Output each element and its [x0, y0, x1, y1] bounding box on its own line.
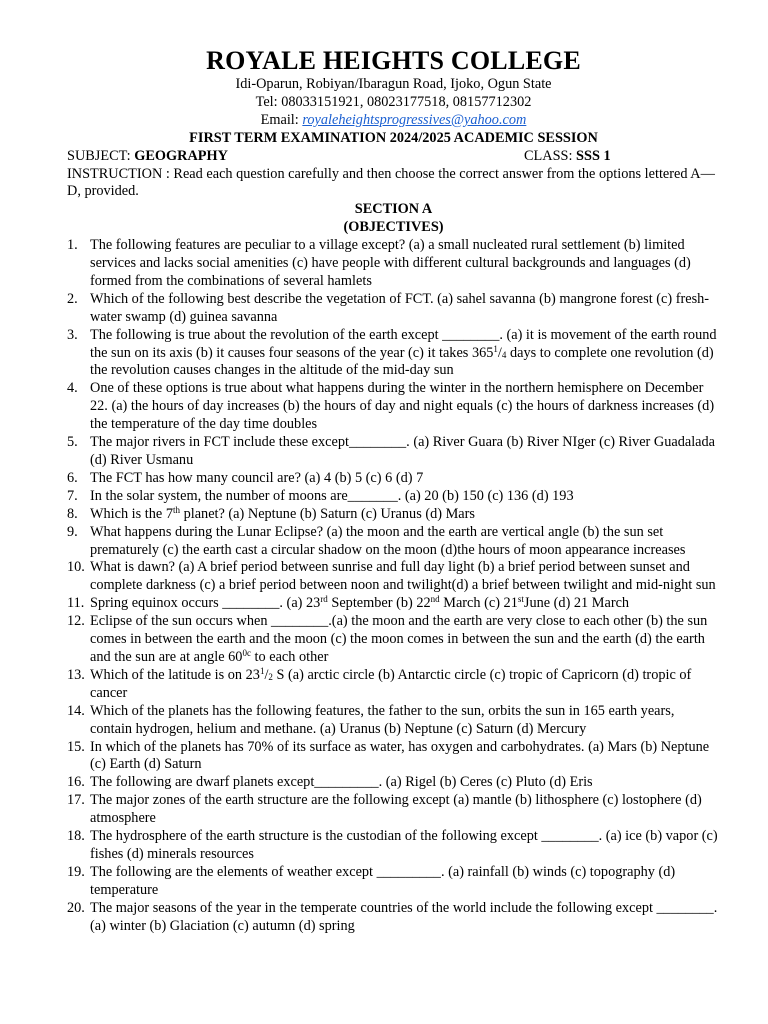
- question-item: [67, 506, 720, 524]
- class-field: [524, 148, 611, 166]
- text-run: September (b) 22: [327, 595, 431, 612]
- text-run: The major zones of the earth structure are the following except (a) mantle (b) lithosphere (c) lostophere (d) atmosphere: [90, 792, 702, 827]
- text-run: The following is true about the revolution of the earth except ________. (a) it is movement of the earth round the sun on its axis (b) it causes four seasons of the year (c) it takes 365: [90, 326, 717, 361]
- question-item: [67, 828, 720, 864]
- text-run: March (c) 21: [439, 595, 518, 612]
- text-run: Spring equinox occurs ________. (a) 23: [90, 595, 321, 612]
- text-run: The major seasons of the year in the temperate countries of the world include the following except ________. (a) winter (b) Glaciation (c) autumn (d) spring: [90, 899, 718, 934]
- question-list: [67, 237, 720, 935]
- section-subtitle: (OBJECTIVES): [343, 219, 444, 236]
- question-item: [67, 864, 720, 900]
- subscript: 4: [501, 349, 507, 360]
- school-address: Idi-Oparun, Robiyan/Ibaragun Road, Ijoko, Ogun State: [235, 76, 552, 92]
- question-item: [67, 900, 720, 936]
- question-text: [90, 595, 629, 611]
- text-run: June (d) 21 March: [523, 595, 630, 612]
- question-text: [90, 864, 675, 898]
- section-title: SECTION A: [354, 201, 433, 218]
- text-run: /: [264, 666, 269, 683]
- text-run: /: [497, 344, 502, 361]
- question-number: 3.: [67, 326, 78, 343]
- question-text: [90, 739, 709, 773]
- question-number: 8.: [67, 505, 78, 522]
- question-text: [90, 327, 717, 379]
- class-value: SSS 1: [576, 147, 611, 164]
- question-text: [90, 524, 685, 558]
- question-number: 5.: [67, 434, 78, 451]
- text-run: The major rivers in FCT include these except________. (a) River Guara (b) River NIger (c) River Guadalada (d) River Usmanu: [90, 434, 716, 469]
- question-number: 2.: [67, 290, 78, 307]
- question-item: [67, 327, 720, 381]
- text-run: Which of the following best describe the vegetation of FCT. (a) sahel savanna (b) mangrone forest (c) fresh-water swamp (d) guinea savanna: [90, 290, 710, 325]
- question-number: 20.: [67, 899, 85, 916]
- superscript: th: [172, 504, 180, 515]
- question-text: [90, 506, 475, 522]
- question-number: 4.: [67, 380, 78, 397]
- subject-class-line: [67, 148, 720, 166]
- superscript: nd: [430, 594, 440, 605]
- question-number: 17.: [67, 792, 85, 809]
- text-run: The hydrosphere of the earth structure is the custodian of the following except ________. (a) ice (b) vapor (c) fishes (d) minerals resources: [90, 828, 718, 862]
- text-run: S (a) arctic circle (b) Antarctic circle (c) tropic of Capricorn (d) tropic of cancer: [90, 666, 692, 701]
- text-run: planet? (a) Neptune (b) Saturn (c) Uranus (d) Mars: [180, 505, 475, 522]
- question-number: 19.: [67, 863, 85, 880]
- question-number: 7.: [67, 487, 78, 504]
- text-run: The following are dwarf planets except_________. (a) Rigel (b) Ceres (c) Pluto (d) Eris: [90, 774, 593, 791]
- question-number: 15.: [67, 738, 85, 755]
- question-item: [67, 237, 720, 291]
- text-run: One of these options is true about what happens during the winter in the northern hemisphere on December 22. (a) the hours of day increases (b) the hours of day and night equals (c) the hours of darkness increases (d) the temperature of the day time doubles: [90, 380, 715, 433]
- question-item: [67, 524, 720, 560]
- superscript: st: [517, 594, 524, 605]
- question-number: 12.: [67, 613, 85, 630]
- school-email-line: [67, 112, 720, 130]
- question-number: 13.: [67, 666, 85, 683]
- question-text: [90, 828, 718, 862]
- school-telephone: Tel: 08033151921, 08023177518, 08157712302: [255, 93, 532, 110]
- question-number: 10.: [67, 559, 85, 576]
- question-number: 9.: [67, 523, 78, 540]
- question-item: [67, 434, 720, 470]
- text-run: to each other: [250, 648, 329, 665]
- question-item: [67, 774, 720, 792]
- instruction: INSTRUCTION : Read each question carefully and then choose the correct answer from the options lettered A—D, provided.: [67, 165, 715, 200]
- text-run: In the solar system, the number of moons are_______. (a) 20 (b) 150 (c) 136 (d) 193: [90, 487, 574, 504]
- text-run: What happens during the Lunar Eclipse? (a) the moon and the earth are vertical angle (b) the sun set prematurely (c) the earth cast a circular shadow on the moon (d)the hours of moon appearance increases: [90, 523, 686, 558]
- text-run: Which of the latitude is on 23: [90, 666, 260, 683]
- question-item: [67, 703, 720, 739]
- question-item: [67, 380, 720, 434]
- question-item: [67, 595, 720, 613]
- text-run: In which of the planets has 70% of its surface as water, has oxygen and carbohydrates. (a) Mars (b) Neptune (c) Earth (d) Saturn: [90, 738, 710, 773]
- superscript: 1: [493, 343, 498, 354]
- question-text: [90, 488, 574, 504]
- subject-field: [67, 148, 228, 164]
- superscript: rd: [320, 594, 328, 605]
- class-label: CLASS:: [524, 147, 577, 164]
- text-run: Which of the planets has the following features, the father to the sun, orbits the sun in 165 earth years, contain hydrogen, helium and methane. (a) Uranus (b) Neptune (c) Saturn (d) Mercury: [90, 702, 675, 737]
- text-run: The following are the elements of weather except _________. (a) rainfall (b) winds (c) topography (d) temperature: [90, 863, 676, 898]
- question-item: [67, 667, 720, 703]
- email-link[interactable]: royaleheightsprogressives@yahoo.com: [302, 111, 527, 128]
- question-number: 18.: [67, 828, 85, 845]
- question-text: [90, 774, 593, 790]
- text-run: days to complete one revolution (d) the revolution causes changes in the altitude of the mid-day sun: [90, 344, 714, 379]
- question-item: [67, 792, 720, 828]
- text-run: Which is the 7: [90, 505, 173, 522]
- question-item: [67, 613, 720, 667]
- question-text: [90, 703, 674, 737]
- question-text: [90, 470, 423, 486]
- text-run: Eclipse of the sun occurs when ________.(a) the moon and the earth are very close to each other (b) the sun comes in between the earth and the moon (c) the moon comes in between the sun and the earth (d) the earth and the sun are at angle 60: [90, 613, 708, 665]
- question-item: [67, 559, 720, 595]
- question-text: [90, 380, 714, 432]
- question-number: 11.: [67, 595, 85, 612]
- subject-value: GEOGRAPHY: [134, 147, 228, 164]
- question-number: 6.: [67, 469, 78, 486]
- question-number: 16.: [67, 774, 85, 791]
- question-item: [67, 291, 720, 327]
- question-item: [67, 739, 720, 775]
- exam-title: FIRST TERM EXAMINATION 2024/2025 ACADEMIC SESSION: [189, 129, 598, 146]
- text-run: The FCT has how many council are? (a) 4 (b) 5 (c) 6 (d) 7: [90, 469, 424, 486]
- question-text: [90, 613, 707, 665]
- question-number: 1.: [67, 237, 78, 254]
- question-text: [90, 792, 702, 826]
- question-text: [90, 559, 716, 593]
- school-name: ROYALE HEIGHTS COLLEGE: [206, 46, 581, 75]
- text-run: The following features are peculiar to a village except? (a) a small nucleated rural settlement (b) limited services and lacks social amenities (c) have people with different cultural backgrounds and languages (d) formed from the combinations of several hamlets: [90, 237, 691, 289]
- question-item: [67, 470, 720, 488]
- email-label: Email:: [260, 111, 303, 128]
- question-number: 14.: [67, 702, 85, 719]
- superscript: 0c: [242, 647, 251, 658]
- question-text: [90, 667, 691, 701]
- subject-label: SUBJECT:: [67, 147, 135, 164]
- superscript: 1: [259, 665, 265, 676]
- text-run: What is dawn? (a) A brief period between sunrise and full day light (b) a brief period between sunset and complete darkness (c) a brief period between noon and twilight(d) a brief between twilight and mid-night sun: [90, 559, 716, 594]
- subscript: 2: [268, 671, 273, 682]
- question-text: [90, 900, 717, 934]
- question-text: [90, 434, 715, 468]
- question-item: [67, 488, 720, 506]
- question-text: [90, 291, 709, 325]
- question-text: [90, 237, 691, 289]
